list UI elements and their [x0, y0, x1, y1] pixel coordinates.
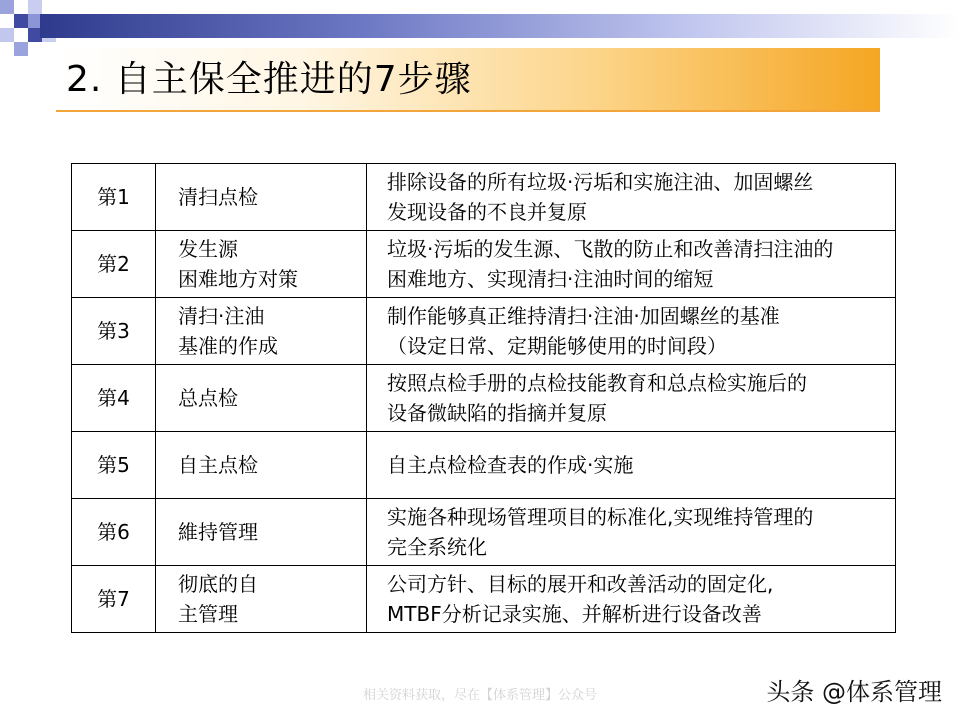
step-description — [367, 566, 896, 633]
footer-note: 相关资料获取，尽在【体系管理】公众号 — [362, 688, 597, 703]
step-number: 第4 — [72, 365, 156, 432]
step-description — [367, 298, 896, 365]
step-number: 第3 — [72, 298, 156, 365]
step-description-line: 实施各种现场管理项目的标准化,实现维持管理的 — [387, 505, 814, 529]
step-name — [156, 365, 367, 432]
step-name — [156, 298, 367, 365]
step-description-line: 完全系统化 — [387, 535, 487, 559]
table-row — [72, 566, 896, 633]
step-name — [156, 432, 367, 499]
table-row — [72, 499, 896, 566]
step-description-line: 发现设备的不良并复原 — [387, 200, 587, 224]
step-name-line: 自主点检 — [178, 453, 258, 477]
step-description-line: 制作能够真正维持清扫·注油·加固螺丝的基准 — [387, 304, 780, 328]
step-name-line: 基准的作成 — [178, 334, 278, 358]
step-description-line: 困难地方、实现清扫·注油时间的缩短 — [387, 267, 714, 291]
table-row — [72, 298, 896, 365]
table-row — [72, 432, 896, 499]
table-row — [72, 164, 896, 231]
step-name-line: 清扫·注油 — [178, 304, 265, 328]
step-description-line: （设定日常、定期能够使用的时间段） — [387, 334, 727, 358]
step-description — [367, 164, 896, 231]
step-name-line: 发生源 — [178, 237, 238, 261]
step-description — [367, 365, 896, 432]
step-description — [367, 432, 896, 499]
step-description-line: 垃圾·污垢的发生源、飞散的防止和改善清扫注油的 — [387, 237, 834, 261]
step-description-line: 按照点检手册的点检技能教育和总点检实施后的 — [387, 371, 807, 395]
step-number: 第7 — [72, 566, 156, 633]
table-row — [72, 365, 896, 432]
step-description-line: MTBF分析记录实施、并解析进行设备改善 — [387, 602, 762, 626]
step-description — [367, 231, 896, 298]
step-name — [156, 231, 367, 298]
watermark: 头条 @体系管理 — [766, 678, 942, 706]
steps-table — [71, 163, 896, 633]
step-name — [156, 499, 367, 566]
step-number: 第5 — [72, 432, 156, 499]
table-row — [72, 231, 896, 298]
step-description-line: 排除设备的所有垃圾·污垢和实施注油、加固螺丝 — [387, 170, 814, 194]
step-number: 第6 — [72, 499, 156, 566]
step-name-line: 清扫点检 — [178, 185, 258, 209]
page-title: 2. 自主保全推进的7步骤 — [66, 59, 472, 100]
step-name-line: 困难地方对策 — [178, 267, 298, 291]
step-number: 第1 — [72, 164, 156, 231]
step-name-line: 彻底的自 — [178, 572, 258, 596]
step-name-line: 总点检 — [178, 386, 238, 410]
step-name-line: 主管理 — [178, 602, 238, 626]
step-name-line: 維持管理 — [178, 520, 258, 544]
step-description-line: 设备微缺陷的指摘并复原 — [387, 401, 607, 425]
header-gradient-band — [40, 14, 960, 38]
step-description — [367, 499, 896, 566]
step-description-line: 自主点检检查表的作成·实施 — [387, 453, 634, 477]
step-description-line: 公司方针、目标的展开和改善活动的固定化, — [387, 572, 774, 596]
step-name — [156, 566, 367, 633]
step-number: 第2 — [72, 231, 156, 298]
step-name — [156, 164, 367, 231]
